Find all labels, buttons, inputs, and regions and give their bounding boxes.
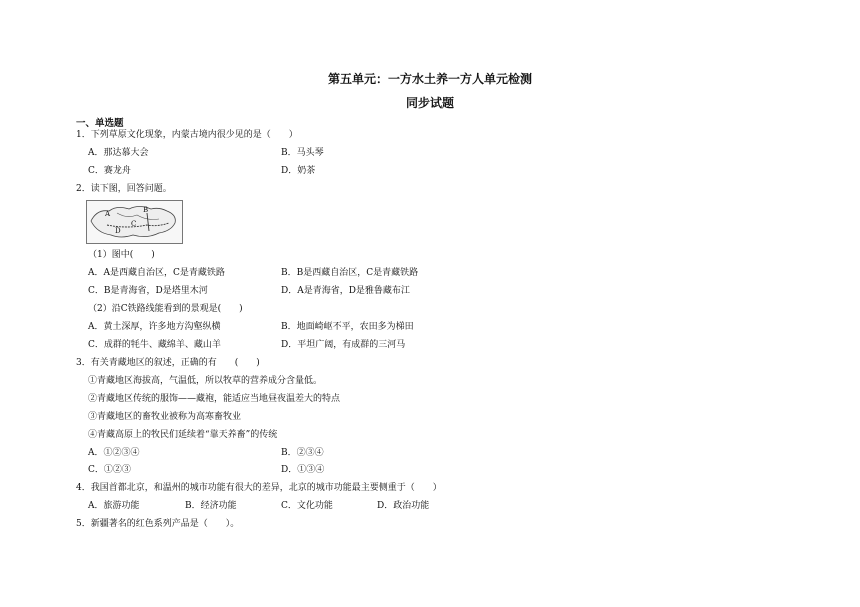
document-subtitle: 同步试题 (405, 96, 454, 110)
region-map (86, 200, 183, 244)
question-5-stem: 5．新疆著名的红色系列产品是（ ）。 (76, 519, 240, 529)
q2-sub2-option-d: D．平坦广阔，有成群的三河马 (281, 340, 406, 350)
q4-option-b: B．经济功能 (185, 501, 237, 511)
q2-sub1-stem: （1）图中( ) (88, 250, 155, 260)
q3-option-c: C．①②③ (88, 465, 131, 475)
question-2-stem: 2．读下图，回答问题。 (76, 184, 172, 194)
q2-sub2-stem: （2）沿C铁路线能看到的景观是( ) (88, 304, 243, 314)
question-3-stem: 3．有关青藏地区的叙述，正确的有 ( ) (76, 358, 260, 368)
q2-sub1-option-a: A．A是西藏自治区，C是青藏铁路 (88, 268, 225, 278)
q1-option-c: C．赛龙舟 (88, 166, 131, 176)
map-label-c: C (131, 220, 137, 228)
q2-sub2-option-c: C．成群的牦牛、藏绵羊、藏山羊 (88, 340, 221, 350)
map-label-d: D (115, 227, 121, 235)
q3-option-d: D．①③④ (281, 465, 325, 475)
q3-statement-1: ①青藏地区海拔高，气温低，所以牧草的营养成分含量低。 (88, 376, 323, 386)
q3-option-b: B．②③④ (281, 448, 324, 458)
q2-sub1-option-c: C．B是青海省，D是塔里木河 (88, 286, 208, 296)
q3-option-a: A．①②③④ (88, 448, 140, 458)
map-label-a: A (105, 210, 111, 218)
q4-option-a: A．旅游功能 (88, 501, 140, 511)
q2-sub1-option-d: D．A是青海省，D是雅鲁藏布江 (281, 286, 410, 296)
q2-sub2-option-b: B．地面崎岖不平，农田多为梯田 (281, 322, 414, 332)
q3-statement-2: ②青藏地区传统的服饰——藏袍，能适应当地昼夜温差大的特点 (88, 394, 341, 404)
section-heading: 一、单选题 (76, 118, 124, 129)
q1-option-d: D．奶茶 (281, 166, 316, 176)
q4-option-d: D．政治功能 (377, 501, 430, 511)
map-label-b: B (143, 206, 149, 214)
q4-option-c: C．文化功能 (281, 501, 333, 511)
q2-sub2-option-a: A．黄土深厚，许多地方沟壑纵横 (88, 322, 221, 332)
q3-statement-4: ④青藏高原上的牧民们延续着“靠天养畜”的传统 (88, 430, 278, 440)
q2-sub1-option-b: B．B是西藏自治区，C是青藏铁路 (281, 268, 419, 278)
q3-statement-3: ③青藏地区的畜牧业被称为高寒畜牧业 (88, 412, 242, 422)
document-title: 第五单元：一方水土养一方人单元检测 (327, 72, 532, 86)
q1-option-b: B．马头琴 (281, 148, 324, 158)
question-4-stem: 4．我国首都北京，和温州的城市功能有很大的差异，北京的城市功能最主要侧重于（ ） (76, 483, 442, 493)
question-1-stem: 1．下列草原文化现象，内蒙古境内很少见的是（ ） (76, 130, 298, 140)
q1-option-a: A．那达慕大会 (88, 148, 149, 158)
